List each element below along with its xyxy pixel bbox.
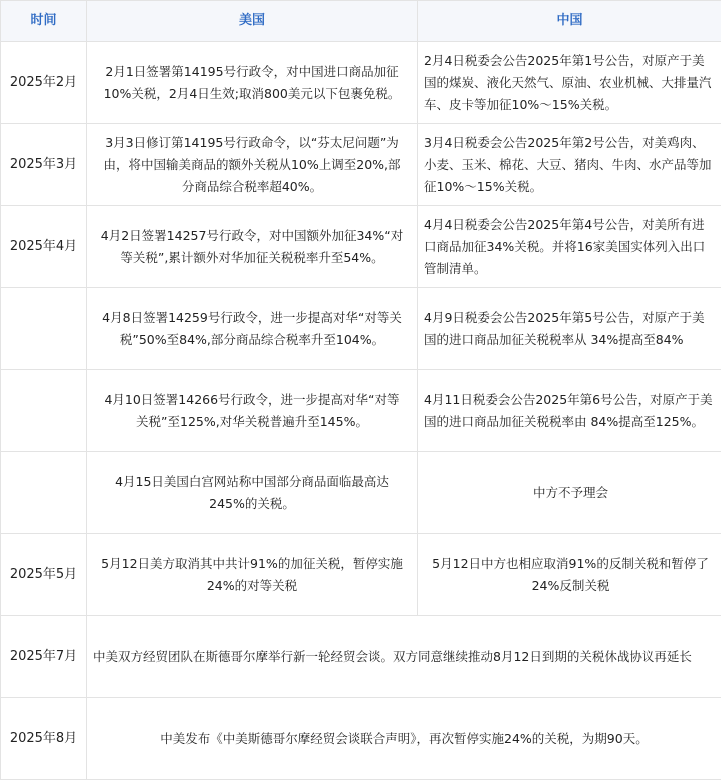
row-cn-action: 中方不予理会 <box>418 452 721 534</box>
header-us: 美国 <box>87 1 418 42</box>
table-row <box>1 616 721 698</box>
table-row <box>1 42 721 124</box>
table-row <box>1 452 721 534</box>
row-time <box>1 452 87 534</box>
row-cn-action: 4月4日税委会公告2025年第4号公告，对美所有进口商品加征34%关税。并将16家美国实体列入出口管制清单。 <box>418 206 721 288</box>
row-us-action: 4月10日签署14266号行政令，进一步提高对华“对等关税”至125%,对华关税普遍升至145%。 <box>87 370 418 452</box>
row-joint-action: 中美双方经贸团队在斯德哥尔摩举行新一轮经贸会谈。双方同意继续推动8月12日到期的关税休战协议再延长 <box>87 616 721 698</box>
row-cn-action: 5月12日中方也相应取消91%的反制关税和暂停了24%反制关税 <box>418 534 721 616</box>
row-cn-action: 4月9日税委会公告2025年第5号公告，对原产于美国的进口商品加征关税税率从 34%提高至84% <box>418 288 721 370</box>
table-row <box>1 370 721 452</box>
row-us-action: 5月12日美方取消其中共计91%的加征关税，暂停实施24%的对等关税 <box>87 534 418 616</box>
header-row <box>1 1 721 42</box>
row-us-action: 4月8日签署14259号行政令，进一步提高对华“对等关税”50%至84%,部分商品综合税率升至104%。 <box>87 288 418 370</box>
row-time: 2025年5月 <box>1 534 87 616</box>
row-us-action: 2月1日签署第14195号行政令，对中国进口商品加征10%关税，2月4日生效;取消800美元以下包裹免税。 <box>87 42 418 124</box>
table-row <box>1 534 721 616</box>
row-joint-action: 中美发布《中美斯德哥尔摩经贸会谈联合声明》，再次暂停实施24%的关税，为期90天。 <box>87 698 721 780</box>
row-us-action: 3月3日修订第14195号行政命令，以“芬太尼问题”为由，将中国输美商品的额外关税从10%上调至20%,部分商品综合税率超40%。 <box>87 124 418 206</box>
table-row <box>1 124 721 206</box>
row-time: 2025年7月 <box>1 616 87 698</box>
table-row <box>1 698 721 780</box>
row-time <box>1 288 87 370</box>
header-cn: 中国 <box>418 1 721 42</box>
row-time: 2025年3月 <box>1 124 87 206</box>
row-us-action: 4月2日签署14257号行政令，对中国额外加征34%“对等关税”,累计额外对华加征关税税率升至54%。 <box>87 206 418 288</box>
row-time: 2025年8月 <box>1 698 87 780</box>
row-time <box>1 370 87 452</box>
table-row <box>1 288 721 370</box>
table-row <box>1 206 721 288</box>
row-time: 2025年4月 <box>1 206 87 288</box>
row-us-action: 4月15日美国白宫网站称中国部分商品面临最高达245%的关税。 <box>87 452 418 534</box>
header-time: 时间 <box>1 1 87 42</box>
row-cn-action: 3月4日税委会公告2025年第2号公告，对美鸡肉、小麦、玉米、棉花、大豆、猪肉、牛肉、水产品等加征10%～15%关税。 <box>418 124 721 206</box>
row-cn-action: 4月11日税委会公告2025年第6号公告，对原产于美国的进口商品加征关税税率由 84%提高至125%。 <box>418 370 721 452</box>
row-time: 2025年2月 <box>1 42 87 124</box>
row-cn-action: 2月4日税委会公告2025年第1号公告，对原产于美国的煤炭、液化天然气、原油、农业机械、大排量汽车、皮卡等加征10%～15%关税。 <box>418 42 721 124</box>
